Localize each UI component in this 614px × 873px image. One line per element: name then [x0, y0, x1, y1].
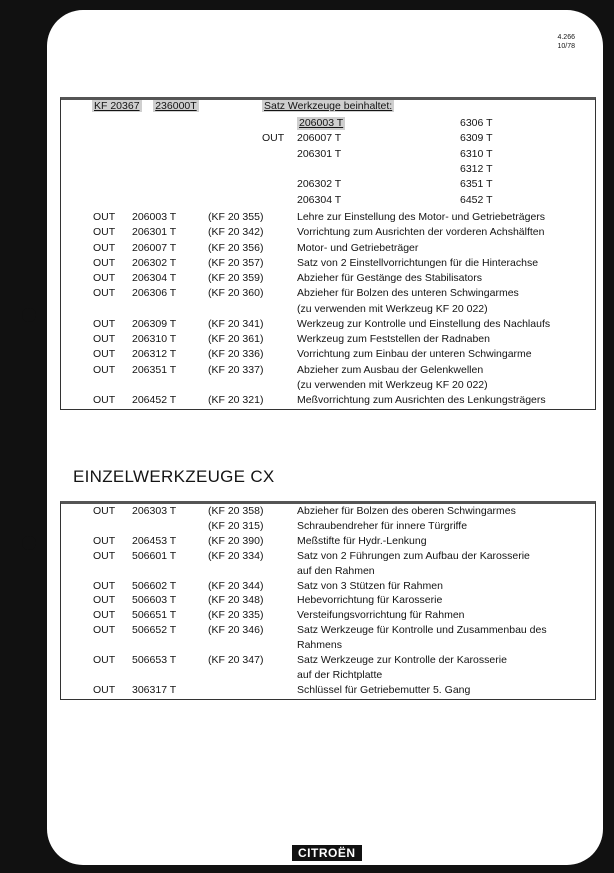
row-kf: (KF 20 344): [208, 579, 264, 592]
section-title: EINZELWERKZEUGE CX: [73, 467, 275, 486]
row-part: 206302 T: [132, 256, 177, 269]
punch-hole: [22, 308, 36, 322]
row-desc: auf der Richtplatte: [297, 668, 383, 681]
row-status: OUT: [93, 287, 116, 300]
row-kf: (KF 20 390): [208, 534, 264, 547]
row-desc: Schraubendreher für innere Türgriffe: [297, 519, 468, 532]
kit-kf: KF 20367: [94, 100, 140, 112]
content-ref: 6312 T: [460, 162, 493, 175]
row-part: 206306 T: [132, 287, 177, 300]
row-status: OUT: [93, 505, 116, 517]
row-part: 206351 T: [132, 363, 177, 376]
punch-hole: [22, 536, 36, 550]
content-status: OUT: [262, 132, 285, 145]
row-desc: Versteifungsvorrichtung für Rahmen: [297, 609, 465, 622]
row-kf: (KF 20 359): [208, 272, 264, 284]
content-ref: 6306 T: [460, 117, 493, 129]
row-desc: Lehre zur Einstellung des Motor- und Getriebeträgers: [297, 211, 546, 223]
row-status: OUT: [93, 211, 116, 223]
row-kf: (KF 20 337): [208, 363, 264, 376]
row-part: 506602 T: [132, 579, 177, 592]
row-desc: Abzieher für Bolzen des unteren Schwingarmes: [297, 287, 519, 300]
row-desc: Abzieher für Bolzen des oberen Schwingarmes: [297, 505, 516, 517]
row-part: 206309 T: [132, 317, 177, 330]
row-status: OUT: [93, 654, 116, 666]
row-status: OUT: [93, 394, 116, 406]
row-kf: (KF 20 358): [208, 505, 264, 517]
row-part: 206453 T: [132, 534, 177, 547]
row-desc: Satz von 2 Einstellvorrichtungen für die Hinterachse: [297, 256, 539, 269]
row-status: OUT: [93, 226, 116, 239]
row-desc: Hebevorrichtung für Karosserie: [297, 594, 443, 607]
row-kf: (KF 20 321): [208, 394, 264, 406]
row-kf: (KF 20 335): [208, 609, 264, 622]
row-desc: Vorrichtung zum Ausrichten der vorderen Achshälften: [297, 226, 545, 239]
row-status: OUT: [93, 609, 116, 622]
row-status: OUT: [93, 272, 116, 284]
row-desc: Motor- und Getriebeträger: [297, 241, 419, 254]
row-desc: Satz Werkzeuge zur Kontrolle der Karosserie: [297, 654, 507, 666]
row-desc: (zu verwenden mit Werkzeug KF 20 022): [297, 302, 488, 315]
page-date: 10/78: [557, 43, 575, 50]
row-desc: Satz von 3 Stützen für Rahmen: [297, 579, 443, 592]
row-kf: (KF 20 356): [208, 241, 264, 254]
row-desc: auf den Rahmen: [297, 564, 375, 577]
row-status: OUT: [93, 594, 116, 607]
row-desc: Werkzeug zum Feststellen der Radnaben: [297, 333, 490, 345]
row-part: 506601 T: [132, 549, 177, 562]
row-part: 206301 T: [132, 226, 177, 239]
row-kf: (KF 20 347): [208, 654, 264, 666]
row-part: 206452 T: [132, 394, 177, 406]
row-part: 506653 T: [132, 654, 177, 666]
content-part: 206003 T: [299, 117, 344, 129]
content-part: 206304 T: [297, 193, 342, 206]
row-status: OUT: [93, 624, 116, 637]
row-kf: (KF 20 342): [208, 226, 264, 239]
row-status: OUT: [93, 241, 116, 254]
row-status: OUT: [93, 333, 116, 345]
row-part: 506652 T: [132, 624, 177, 637]
row-part: 206007 T: [132, 241, 177, 254]
row-desc: Werkzeug zur Kontrolle und Einstellung des Nachlaufs: [297, 317, 551, 330]
row-part: 306317 T: [132, 683, 177, 696]
content-part: 206301 T: [297, 147, 342, 160]
row-desc: Rahmens: [297, 639, 342, 652]
kit-header: [92, 100, 199, 113]
row-kf: (KF 20 341): [208, 317, 264, 330]
row-kf: (KF 20 336): [208, 348, 264, 361]
row-part: 206003 T: [132, 211, 177, 223]
kit-label: Satz Werkzeuge beinhaltet:: [264, 100, 393, 112]
row-status: OUT: [93, 363, 116, 376]
row-desc: Abzieher für Gestänge des Stabilisators: [297, 272, 483, 284]
content-ref: 6452 T: [460, 193, 493, 206]
brand-logo: CITROËN: [292, 845, 362, 861]
content-ref: 6310 T: [460, 147, 493, 160]
page-number: 4.266: [557, 34, 575, 41]
row-desc: (zu verwenden mit Werkzeug KF 20 022): [297, 378, 488, 391]
row-desc: Abzieher zum Ausbau der Gelenkwellen: [297, 363, 484, 376]
row-part: 506651 T: [132, 609, 177, 622]
kit-number: 236000T: [155, 100, 197, 112]
row-status: OUT: [93, 348, 116, 361]
row-desc: Schlüssel für Getriebemutter 5. Gang: [297, 683, 471, 696]
row-desc: Satz Werkzeuge für Kontrolle und Zusammenbau des: [297, 624, 547, 637]
row-status: OUT: [93, 683, 116, 696]
row-kf: (KF 20 355): [208, 211, 264, 223]
row-part: 206303 T: [132, 505, 177, 517]
row-status: OUT: [93, 549, 116, 562]
row-kf: (KF 20 361): [208, 333, 264, 345]
row-kf: (KF 20 315): [208, 519, 264, 532]
row-status: OUT: [93, 317, 116, 330]
row-kf: (KF 20 360): [208, 287, 264, 300]
row-status: OUT: [93, 579, 116, 592]
kit-label-wrap: [262, 100, 394, 113]
row-status: OUT: [93, 534, 116, 547]
row-kf: (KF 20 346): [208, 624, 264, 637]
content-ref: 6309 T: [460, 132, 493, 145]
row-desc: Vorrichtung zum Einbau der unteren Schwingarme: [297, 348, 532, 361]
row-kf: (KF 20 357): [208, 256, 264, 269]
content-part: 206302 T: [297, 178, 342, 191]
row-part: 206310 T: [132, 333, 177, 345]
row-part: 206312 T: [132, 348, 177, 361]
content-part: 206007 T: [297, 132, 342, 145]
content-ref: 6351 T: [460, 178, 493, 191]
row-part: 206304 T: [132, 272, 177, 284]
row-desc: Satz von 2 Führungen zum Aufbau der Karosserie: [297, 549, 530, 562]
row-desc: Meßvorrichtung zum Ausrichten des Lenkungsträgers: [297, 394, 546, 406]
page-info: [545, 33, 575, 51]
row-kf: (KF 20 348): [208, 594, 264, 607]
row-part: 506603 T: [132, 594, 177, 607]
row-status: OUT: [93, 256, 116, 269]
row-desc: Meßstifte für Hydr.-Lenkung: [297, 534, 427, 547]
row-kf: (KF 20 334): [208, 549, 264, 562]
